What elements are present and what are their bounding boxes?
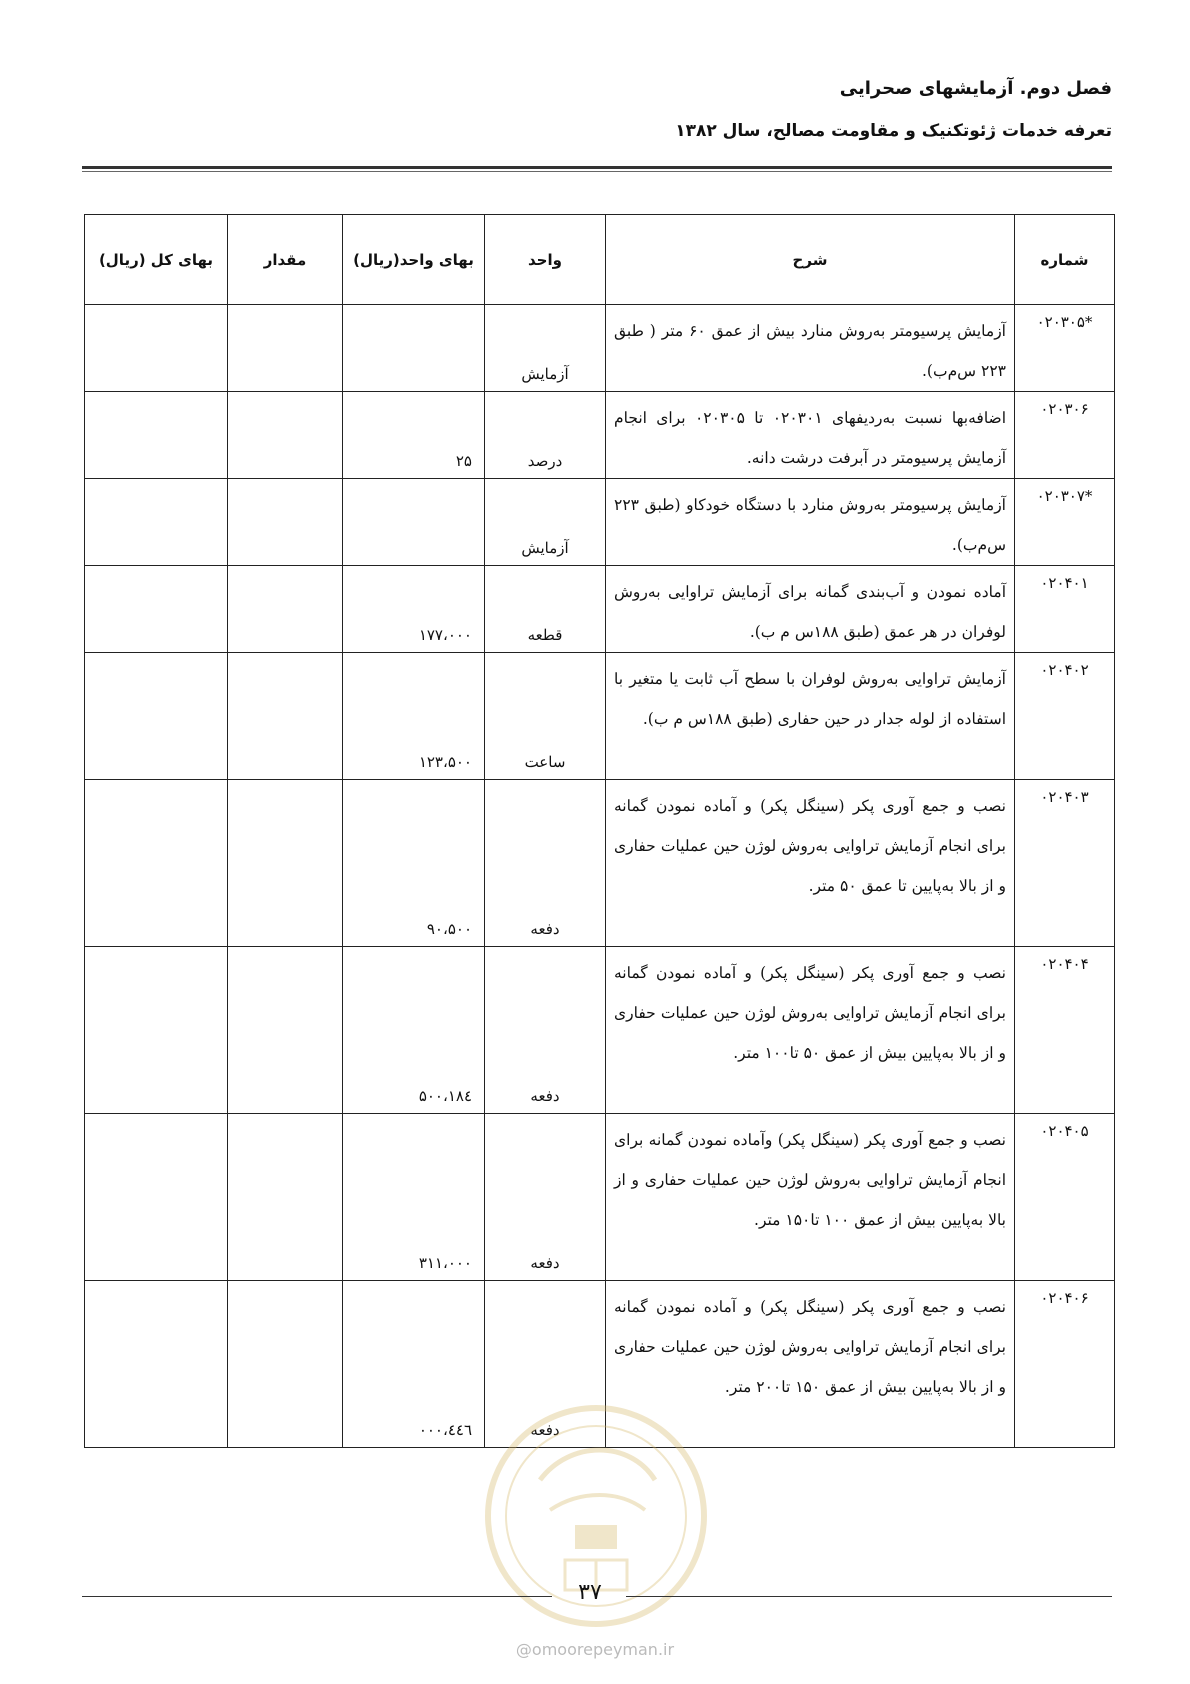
- document-title: تعرفه خدمات ژئوتکنیک و مقاومت مصالح، سال ۱۳۸۲: [675, 121, 1112, 141]
- column-header-unit-price: بهای واحد(ریال): [343, 215, 485, 305]
- row-description: نصب و جمع آوری پکر (سینگل پکر) و آماده نمودن گمانه برای انجام آزمایش تراوایی به‌روش لوژن حین عملیات حفاری و از بالا به‌پایین بیش از عمق ۱۵۰ تا۲۰۰ متر.: [606, 1281, 1015, 1448]
- row-quantity: [228, 653, 343, 780]
- chapter-title: فصل دوم. آزمایشهای صحرایی: [839, 78, 1112, 99]
- row-description: نصب و جمع آوری پکر (سینگل پکر) وآماده نمودن گمانه برای انجام آزمایش تراوایی به‌روش لوژن حین عملیات حفاری و از بالا به‌پایین بیش از عمق ۱۰۰ تا۱۵۰ متر.: [606, 1114, 1015, 1281]
- row-unit: دفعه: [485, 780, 606, 947]
- row-number: ۰۲۰۴۰۲: [1015, 653, 1115, 780]
- row-description: آزمایش پرسیومتر به‌روش منارد بیش از عمق ۶۰ متر ( طبق ۲۲۳ س‌م‌ب).: [606, 305, 1015, 392]
- row-total: [85, 1281, 228, 1448]
- tariff-table: [84, 214, 1115, 1448]
- row-quantity: [228, 479, 343, 566]
- row-unit: دفعه: [485, 1114, 606, 1281]
- row-unit-price: ۳۱۱،۰۰۰: [343, 1114, 485, 1281]
- row-quantity: [228, 947, 343, 1114]
- table-row: [85, 479, 1115, 566]
- table-header-row: [85, 215, 1115, 305]
- row-unit-price: [343, 305, 485, 392]
- column-header-unit: واحد: [485, 215, 606, 305]
- row-unit-price: ۱۲۳،۵۰۰: [343, 653, 485, 780]
- row-description: آزمایش پرسیومتر به‌روش منارد با دستگاه خودکاو (طبق ۲۲۳ س‌م‌ب).: [606, 479, 1015, 566]
- column-header-description: شرح: [606, 215, 1015, 305]
- page-number: ۳۷: [578, 1580, 602, 1605]
- row-total: [85, 479, 228, 566]
- row-number: ۰۲۰۴۰۵: [1015, 1114, 1115, 1281]
- watermark-url: @omoorepeyman.ir: [515, 1640, 675, 1659]
- footer-divider-left: [82, 1596, 552, 1597]
- row-number: *۰۲۰۳۰۵: [1015, 305, 1115, 392]
- table-row: [85, 392, 1115, 479]
- row-unit: دفعه: [485, 947, 606, 1114]
- row-description: اضافه‌بها نسبت به‌ردیفهای ۰۲۰۳۰۱ تا ۰۲۰۳۰۵ برای انجام آزمایش پرسیومتر در آبرفت درشت دانه.: [606, 392, 1015, 479]
- row-unit: دفعه: [485, 1281, 606, 1448]
- row-description: نصب و جمع آوری پکر (سینگل پکر) و آماده نمودن گمانه برای انجام آزمایش تراوایی به‌روش لوژن حین عملیات حفاری و از بالا به‌پایین تا عمق ۵۰ متر.: [606, 780, 1015, 947]
- row-unit-price: [343, 479, 485, 566]
- row-unit: آزمایش: [485, 479, 606, 566]
- row-description: آزمایش تراوایی به‌روش لوفران با سطح آب ثابت یا متغیر با استفاده از لوله جدار در حین حفاری (طبق ۱۸۸س م ب).: [606, 653, 1015, 780]
- column-header-number: شماره: [1015, 215, 1115, 305]
- table-row: [85, 947, 1115, 1114]
- row-quantity: [228, 566, 343, 653]
- row-total: [85, 392, 228, 479]
- row-total: [85, 1114, 228, 1281]
- row-quantity: [228, 305, 343, 392]
- column-header-total-price: بهای کل (ریال): [85, 215, 228, 305]
- row-total: [85, 947, 228, 1114]
- row-unit-price: ۹۰،۵۰۰: [343, 780, 485, 947]
- table-row: [85, 653, 1115, 780]
- row-unit: درصد: [485, 392, 606, 479]
- header-divider: [82, 166, 1112, 169]
- row-number: ۰۲۰۴۰۱: [1015, 566, 1115, 653]
- row-total: [85, 780, 228, 947]
- row-number: ۰۲۰۴۰۴: [1015, 947, 1115, 1114]
- row-number: ۰۲۰۴۰۳: [1015, 780, 1115, 947]
- row-total: [85, 305, 228, 392]
- row-number: ۰۲۰۳۰۶: [1015, 392, 1115, 479]
- table-row: [85, 305, 1115, 392]
- column-header-quantity: مقدار: [228, 215, 343, 305]
- row-unit-price: ۲۵: [343, 392, 485, 479]
- row-description: آماده نمودن و آب‌بندی گمانه برای آزمایش تراوایی به‌روش لوفران در هر عمق (طبق ۱۸۸س م ب).: [606, 566, 1015, 653]
- row-quantity: [228, 780, 343, 947]
- row-quantity: [228, 1281, 343, 1448]
- table-row: [85, 780, 1115, 947]
- row-quantity: [228, 1114, 343, 1281]
- row-quantity: [228, 392, 343, 479]
- header-divider-thin: [82, 171, 1112, 172]
- table-row: [85, 1114, 1115, 1281]
- page-header: [78, 78, 1112, 141]
- row-total: [85, 566, 228, 653]
- row-number: ۰۲۰۴۰۶: [1015, 1281, 1115, 1448]
- footer-divider-right: [626, 1596, 1112, 1597]
- row-description: نصب و جمع آوری پکر (سینگل پکر) و آماده نمودن گمانه برای انجام آزمایش تراوایی به‌روش لوژن حین عملیات حفاری و از بالا به‌پایین بیش از عمق ۵۰ تا۱۰۰ متر.: [606, 947, 1015, 1114]
- row-unit: آزمایش: [485, 305, 606, 392]
- row-unit-price: ۱۸٤،۵۰۰: [343, 947, 485, 1114]
- row-unit: ساعت: [485, 653, 606, 780]
- table-row: [85, 566, 1115, 653]
- row-unit-price: ٤٤٦،۰۰۰: [343, 1281, 485, 1448]
- row-total: [85, 653, 228, 780]
- row-unit: قطعه: [485, 566, 606, 653]
- row-unit-price: ۱۷۷،۰۰۰: [343, 566, 485, 653]
- row-number: *۰۲۰۳۰۷: [1015, 479, 1115, 566]
